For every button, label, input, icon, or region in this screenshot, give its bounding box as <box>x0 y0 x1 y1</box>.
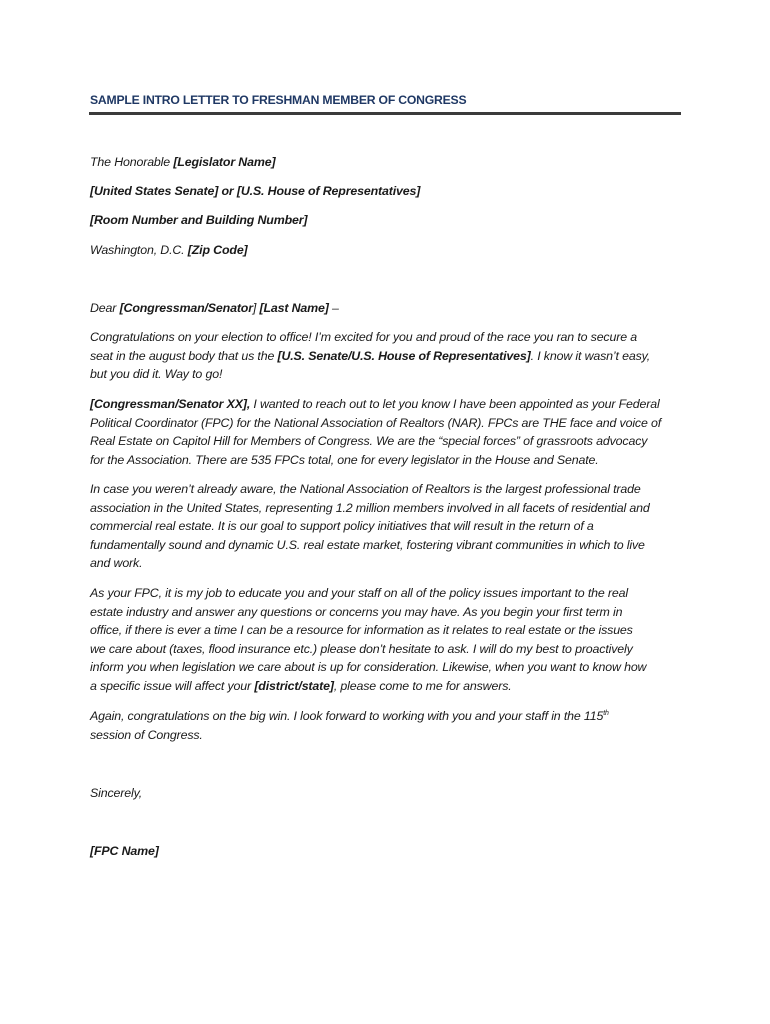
paragraph-line: and work. <box>90 556 143 571</box>
paragraph-line: inform you when legislation we care about is up for consideration. Likewise, when you want to know how <box>90 660 647 675</box>
address-line-2 <box>90 182 420 201</box>
paragraph-line <box>90 707 690 726</box>
paragraph-line: Political Coordinator (FPC) for the National Association of Realtors (NAR). FPCs are THE face and voice of <box>90 415 662 430</box>
paragraph-line: fundamentally sound and dynamic U.S. real estate market, fostering vibrant communities in which to live <box>90 537 645 552</box>
ordinal-superscript: th <box>603 710 609 717</box>
chamber-placeholder: [United States Senate] or [U.S. House of Representatives] <box>90 184 421 198</box>
salutation-mid: ] <box>252 301 260 315</box>
paragraph-4 <box>90 584 690 696</box>
salutation-suffix: – <box>328 301 339 315</box>
salutation-prefix: Dear <box>90 301 120 315</box>
title-placeholder: [Congressman/Senator <box>119 301 253 315</box>
address-line-3 <box>90 211 307 230</box>
paragraph-line: session of Congress. <box>90 727 203 742</box>
city-text: Washington, D.C. <box>90 243 188 257</box>
text-run: a specific issue will affect your <box>90 678 255 693</box>
salutation <box>90 299 339 318</box>
legislator-name-placeholder: [Legislator Name] <box>173 155 276 169</box>
chamber-bold: [U.S. Senate/U.S. House of Representatives] <box>277 348 531 363</box>
paragraph-line: association in the United States, representing 1.2 million members involved in all facets of residential and <box>90 500 650 515</box>
text-run: seat in the august body that us the <box>90 348 278 363</box>
paragraph-line: Real Estate on Capitol Hill for Members of Congress. We are the “special forces” of grassroots advocacy <box>90 434 648 449</box>
signature-placeholder: [FPC Name] <box>90 844 159 858</box>
title-underline <box>89 112 681 115</box>
paragraph-3 <box>90 480 690 573</box>
paragraph-line <box>90 677 690 696</box>
paragraph-line: As your FPC, it is my job to educate you and your staff on all of the policy issues important to the real <box>90 586 628 600</box>
paragraph-line: Congratulations on your election to office! I’m excited for you and proud of the race you ran to secure a <box>90 330 637 344</box>
text-run: Again, congratulations on the big win. I look forward to working with you and your staff in the 115 <box>90 709 604 723</box>
paragraph-1 <box>90 328 690 384</box>
paragraph-2 <box>90 395 690 469</box>
text-run: I wanted to reach out to let you know I have been appointed as your Federal <box>250 397 660 411</box>
last-name-placeholder: [Last Name] <box>259 301 329 315</box>
paragraph-line: for the Association. There are 535 FPCs total, one for every legislator in the House and Senate. <box>90 452 599 467</box>
paragraph-line: commercial real estate. It is our goal to support policy initiatives that will result in the return of a <box>90 519 594 534</box>
text-run: . I know it wasn’t easy, <box>530 348 651 363</box>
text-run: , please come to me for answers. <box>333 678 512 693</box>
room-placeholder: [Room Number and Building Number] <box>90 213 308 227</box>
paragraph-line: In case you weren’t already aware, the National Association of Realtors is the largest professional trade <box>90 482 641 496</box>
document-title: SAMPLE INTRO LETTER TO FRESHMAN MEMBER OF CONGRESS <box>90 93 467 107</box>
address-line-4 <box>90 241 248 260</box>
paragraph-line <box>90 395 690 414</box>
paragraph-line: office, if there is ever a time I can be a resource for information as it relates to real estate or the issues <box>90 623 633 638</box>
district-bold: [district/state] <box>254 678 334 693</box>
signature <box>90 842 159 861</box>
addressee-bold: [Congressman/Senator XX], <box>90 397 251 411</box>
paragraph-line <box>90 347 690 366</box>
address-line-1 <box>90 153 275 172</box>
paragraph-5 <box>90 707 690 744</box>
honorable-text: The Honorable <box>90 155 174 169</box>
closing: Sincerely, <box>90 786 142 800</box>
paragraph-line: we care about (taxes, flood insurance etc.) please don’t hesitate to ask. I will do my best to proactively <box>90 641 633 656</box>
zip-placeholder: [Zip Code] <box>187 243 248 257</box>
paragraph-line: estate industry and answer any questions or concerns you may have. As you begin your first term in <box>90 604 623 619</box>
paragraph-line: but you did it. Way to go! <box>90 367 223 382</box>
